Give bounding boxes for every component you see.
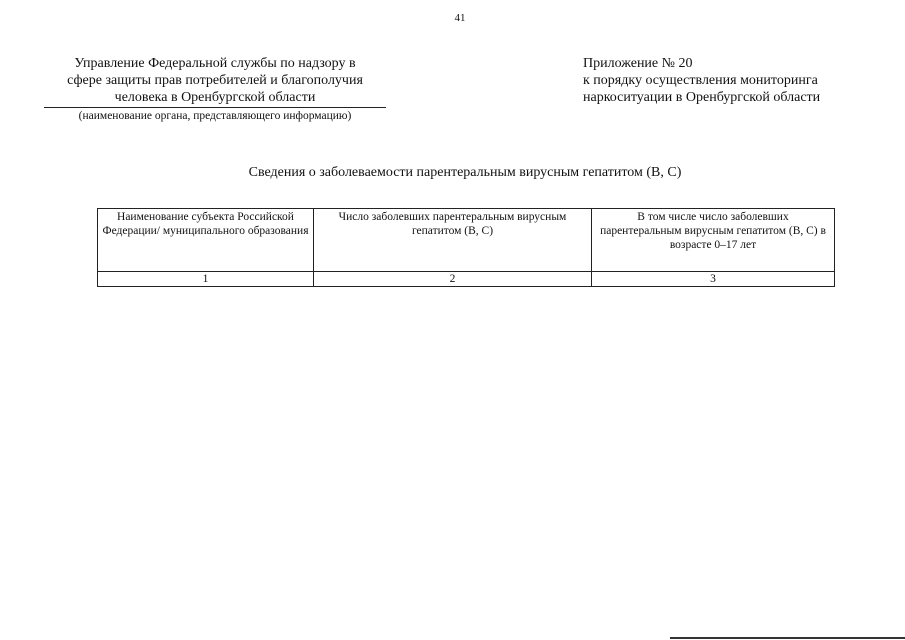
- organization-line: сфере защиты прав потребителей и благополучия: [67, 73, 363, 88]
- appendix-line: к порядку осуществления мониторинга: [583, 73, 818, 88]
- organization-line: Управление Федеральной службы по надзору в: [74, 56, 356, 71]
- organization-block: [44, 55, 386, 123]
- column-header-cases-minors: В том числе число заболевших парентеральным вирусным гепатитом (В, С) в возрасте 0–17 лет: [592, 209, 835, 272]
- organization-line: человека в Оренбургской области: [114, 90, 316, 105]
- organization-underline: [44, 107, 386, 108]
- column-number: 3: [592, 272, 835, 287]
- appendix-line: наркоситуации в Оренбургской области: [583, 90, 821, 105]
- column-number: 1: [98, 272, 314, 287]
- organization-caption: (наименование органа, представляющего информацию): [78, 110, 352, 122]
- column-header-region: Наименование субъекта Российской Федерации/ муниципального образования: [98, 209, 314, 272]
- page-number: 41: [454, 12, 466, 24]
- table-header-row: [98, 209, 835, 272]
- appendix-line: Приложение № 20: [583, 56, 693, 71]
- table-numbering-row: [98, 272, 835, 287]
- data-table: [97, 208, 835, 287]
- column-number: 2: [314, 272, 592, 287]
- appendix-block: [583, 55, 883, 106]
- scan-edge-mark: [670, 637, 905, 639]
- column-header-cases: Число заболевших парентеральным вирусным гепатитом (В, С): [314, 209, 592, 272]
- document-title: Сведения о заболеваемости парентеральным вирусным гепатитом (В, С): [248, 165, 682, 180]
